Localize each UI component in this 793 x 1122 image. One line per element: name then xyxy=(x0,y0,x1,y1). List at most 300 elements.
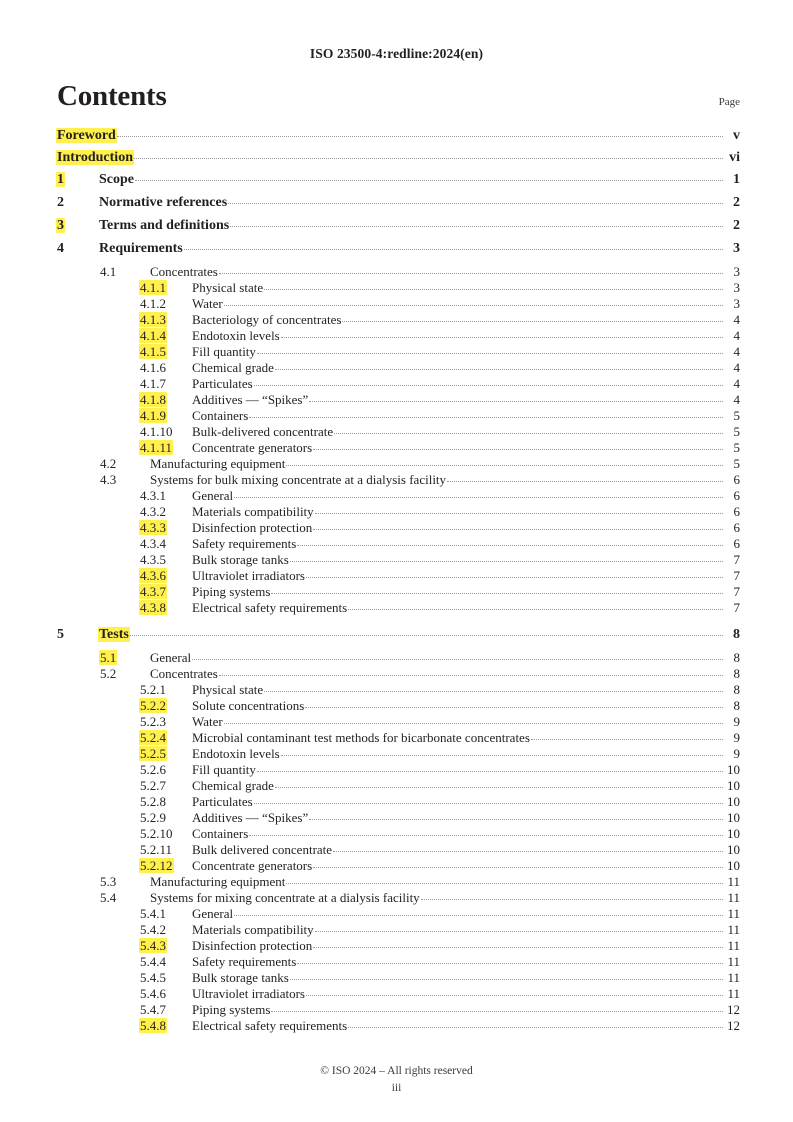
toc-entry-label-text: Fill quantity xyxy=(192,762,256,777)
toc-entry-number-text: 4.3.4 xyxy=(140,536,166,551)
toc-entry[interactable] xyxy=(57,762,740,778)
toc-entry-label-text: Foreword xyxy=(57,128,116,143)
dot-leader xyxy=(257,770,723,772)
toc-entry-number xyxy=(140,682,192,698)
toc-entry-page: 11 xyxy=(727,922,740,937)
toc-entry-label-text: Electrical safety requirements xyxy=(192,600,348,615)
toc-entry[interactable] xyxy=(57,600,740,616)
toc-entry-label xyxy=(192,986,305,1002)
toc-entry-number-text: 4.1.10 xyxy=(140,424,173,439)
toc-entry-label xyxy=(192,568,305,584)
toc-entry-label xyxy=(150,874,285,890)
toc-entry-number xyxy=(140,360,192,376)
toc-entry[interactable] xyxy=(57,666,740,682)
dot-leader xyxy=(135,179,723,181)
toc-entry-label-text: Containers xyxy=(192,826,249,841)
toc-entry-number-text: 5.4.7 xyxy=(140,1002,166,1017)
dot-leader xyxy=(130,634,723,636)
toc-entry-number-text: 5.2.8 xyxy=(140,794,166,809)
toc-entry-label-text: Concentrate generators xyxy=(192,440,313,455)
dot-leader xyxy=(348,608,723,610)
toc-entry-number-text: 5.2.1 xyxy=(140,682,166,697)
toc-entry-page: 7 xyxy=(733,552,740,567)
toc-entry[interactable] xyxy=(57,328,740,344)
toc-entry[interactable] xyxy=(57,536,740,552)
toc-entry[interactable] xyxy=(57,424,740,440)
toc-entry[interactable] xyxy=(57,456,740,472)
toc-entry-number-text: 4.1.7 xyxy=(140,376,166,391)
dot-leader xyxy=(234,496,723,498)
dot-leader xyxy=(348,1026,723,1028)
dot-leader xyxy=(219,674,723,676)
toc-entry-label-text: Physical state xyxy=(192,682,264,697)
toc-entry-number xyxy=(140,698,192,714)
toc-entry-label xyxy=(192,746,280,762)
toc-entry-page: 3 xyxy=(733,241,740,256)
dot-leader xyxy=(224,304,723,306)
toc-entry[interactable] xyxy=(57,344,740,360)
toc-entry-number-text: 5.4.8 xyxy=(140,1018,166,1033)
toc-entry-label-text: Requirements xyxy=(99,241,183,256)
toc-entry-label xyxy=(99,627,129,643)
toc-entry[interactable] xyxy=(57,890,740,906)
toc-entry-label-text: Microbial contaminant test methods for bicarbonate concentrates xyxy=(192,730,530,745)
toc-entry[interactable] xyxy=(57,241,740,264)
toc-entry[interactable] xyxy=(57,954,740,970)
toc-entry-page: 6 xyxy=(733,488,740,503)
dot-leader xyxy=(134,157,723,159)
toc-entry-number xyxy=(140,376,192,392)
toc-entry-label xyxy=(192,1018,347,1034)
toc-entry-number-text: 4.3 xyxy=(100,472,117,487)
toc-entry-page: 6 xyxy=(733,536,740,551)
toc-entry-number-text: 4.1.6 xyxy=(140,360,166,375)
toc-entry-label-text: Normative references xyxy=(99,195,228,210)
toc-entry[interactable] xyxy=(57,128,740,150)
dot-leader xyxy=(313,448,723,450)
toc-entry[interactable] xyxy=(57,906,740,922)
toc-entry-label-text: Terms and definitions xyxy=(99,218,230,233)
dot-leader xyxy=(286,882,723,884)
toc-entry-label xyxy=(192,536,296,552)
toc-entry-page: 6 xyxy=(733,504,740,519)
toc-entry-page: 4 xyxy=(733,392,740,407)
toc-entry-label-text: Concentrate generators xyxy=(192,858,313,873)
toc-entry-label xyxy=(192,520,312,536)
dot-leader xyxy=(306,576,723,578)
toc-entry-label-text: Systems for bulk mixing concentrate at a dialysis facility xyxy=(150,472,447,487)
toc-entry-label xyxy=(150,650,191,666)
dot-leader xyxy=(315,930,723,932)
toc-entry-page: 8 xyxy=(733,698,740,713)
toc-entry-label-text: Bacteriology of concentrates xyxy=(192,312,342,327)
toc-entry[interactable] xyxy=(57,778,740,794)
toc-entry[interactable] xyxy=(57,746,740,762)
toc-entry-number xyxy=(140,778,192,794)
dot-leader xyxy=(264,690,723,692)
toc-entry-page: 4 xyxy=(733,376,740,391)
toc-entry-number xyxy=(140,986,192,1002)
toc-entry-number xyxy=(140,584,192,600)
toc-entry[interactable] xyxy=(57,376,740,392)
toc-entry-label-text: Disinfection protection xyxy=(192,520,313,535)
toc-entry-label xyxy=(150,472,446,488)
dot-leader xyxy=(447,480,723,482)
toc-entry-page: 11 xyxy=(727,954,740,969)
dot-leader xyxy=(290,978,723,980)
toc-entry[interactable] xyxy=(57,312,740,328)
toc-entry[interactable] xyxy=(57,810,740,826)
dot-leader xyxy=(290,560,723,562)
toc-entry-page: 8 xyxy=(733,666,740,681)
toc-entry[interactable] xyxy=(57,794,740,810)
dot-leader xyxy=(234,914,723,916)
dot-leader xyxy=(254,384,723,386)
toc-entry-page: 11 xyxy=(727,874,740,889)
toc-entry-page: 7 xyxy=(733,568,740,583)
toc-entry-page: 10 xyxy=(727,778,740,793)
toc-entry-number xyxy=(140,536,192,552)
toc-entry-number-text: 1 xyxy=(57,172,64,187)
toc-entry-label xyxy=(192,1002,270,1018)
toc-entry-page: 5 xyxy=(733,440,740,455)
toc-entry-number xyxy=(140,392,192,408)
toc-entry-page: 3 xyxy=(733,296,740,311)
toc-entry-number xyxy=(140,552,192,568)
toc-entry-page: 4 xyxy=(733,344,740,359)
toc-entry-page: 6 xyxy=(733,472,740,487)
dot-leader xyxy=(224,722,723,724)
toc-entry-label xyxy=(57,150,133,166)
toc-entry-page: 8 xyxy=(733,650,740,665)
toc-entry-label-text: Bulk delivered concentrate xyxy=(192,842,333,857)
toc-entry-label xyxy=(192,922,314,938)
toc-entry-label-text: Tests xyxy=(99,627,129,642)
toc-entry-label-text: Solute concentrations xyxy=(192,698,305,713)
toc-entry-number-text: 4.3.6 xyxy=(140,568,166,583)
toc-entry[interactable] xyxy=(57,938,740,954)
toc-entry-label xyxy=(99,241,183,257)
toc-entry-page: 2 xyxy=(733,195,740,210)
toc-entry-number xyxy=(140,746,192,762)
toc-entry-label-text: Ultraviolet irradiators xyxy=(192,986,305,1001)
toc-entry-number xyxy=(100,650,150,666)
dot-leader xyxy=(117,135,723,137)
dot-leader xyxy=(264,288,723,290)
toc-entry-page: 11 xyxy=(727,906,740,921)
toc-entry-number xyxy=(140,1018,192,1034)
toc-entry-label-text: General xyxy=(150,650,192,665)
toc-entry-page: 10 xyxy=(727,842,740,857)
toc-entry[interactable] xyxy=(57,296,740,312)
toc-entry-number-text: 5.4 xyxy=(100,890,117,905)
toc-entry-label xyxy=(192,552,289,568)
toc-entry-label xyxy=(192,312,341,328)
toc-entry-page: 4 xyxy=(733,328,740,343)
toc-entry[interactable] xyxy=(57,682,740,698)
toc-entry[interactable] xyxy=(57,1002,740,1018)
toc-entry-label-text: Chemical grade xyxy=(192,360,274,375)
toc-entry-label-text: Water xyxy=(192,296,223,311)
toc-entry-number xyxy=(57,195,99,211)
toc-entry-label-text: Scope xyxy=(99,172,134,187)
toc-entry[interactable] xyxy=(57,568,740,584)
toc-entry[interactable] xyxy=(57,488,740,504)
toc-entry-number xyxy=(140,954,192,970)
toc-entry-number-text: 5.4.6 xyxy=(140,986,166,1001)
toc-entry-number-text: 4.1.8 xyxy=(140,392,166,407)
toc-entry-label xyxy=(192,954,296,970)
copyright-notice: © ISO 2024 – All rights reserved xyxy=(320,1065,473,1077)
toc-entry[interactable] xyxy=(57,842,740,858)
toc-entry-page: 3 xyxy=(733,280,740,295)
toc-entry[interactable] xyxy=(57,627,740,650)
dot-leader xyxy=(297,962,723,964)
toc-entry-page: 4 xyxy=(733,360,740,375)
toc-entry-label xyxy=(192,794,253,810)
toc-entry-page: 5 xyxy=(733,424,740,439)
toc-entry-label-text: Manufacturing equipment xyxy=(150,874,286,889)
toc-entry-page: 10 xyxy=(727,858,740,873)
toc-entry[interactable] xyxy=(57,730,740,746)
toc-entry-label xyxy=(192,970,289,986)
toc-entry[interactable] xyxy=(57,150,740,172)
toc-entry[interactable] xyxy=(57,986,740,1002)
toc-entry-page: 12 xyxy=(727,1002,740,1017)
toc-entry-number xyxy=(100,874,150,890)
toc-entry-label-text: Safety requirements xyxy=(192,954,297,969)
toc-entry[interactable] xyxy=(57,714,740,730)
toc-entry[interactable] xyxy=(57,970,740,986)
dot-leader xyxy=(305,706,723,708)
toc-entry-label-text: Water xyxy=(192,714,223,729)
toc-entry[interactable] xyxy=(57,504,740,520)
toc-entry-label xyxy=(192,488,233,504)
toc-entry-number-text: 4.3.1 xyxy=(140,488,166,503)
toc-entry-number xyxy=(140,858,192,874)
dot-leader xyxy=(286,464,723,466)
toc-entry-number-text: 5.2 xyxy=(100,666,117,681)
toc-entry-label xyxy=(192,858,312,874)
toc-entry-number-text: 5.2.4 xyxy=(140,730,166,745)
toc-entry-label-text: Particulates xyxy=(192,794,253,809)
toc-entry[interactable] xyxy=(57,552,740,568)
toc-entry-label xyxy=(99,195,227,211)
toc-entry-label xyxy=(192,810,308,826)
dot-leader xyxy=(334,432,723,434)
toc-entry-label-text: Concentrates xyxy=(150,666,218,681)
toc-entry-number xyxy=(140,440,192,456)
toc-entry[interactable] xyxy=(57,874,740,890)
toc-entry-number xyxy=(140,970,192,986)
toc-entry-label xyxy=(192,584,270,600)
toc-entry-number xyxy=(140,424,192,440)
dot-leader xyxy=(313,946,723,948)
dot-leader xyxy=(281,336,723,338)
toc-entry-page: 8 xyxy=(733,682,740,697)
dot-leader xyxy=(249,834,723,836)
toc-entry-number xyxy=(140,794,192,810)
toc-entry-label-text: Endotoxin levels xyxy=(192,746,280,761)
toc-entry-label xyxy=(192,504,314,520)
dot-leader xyxy=(306,994,723,996)
toc-entry-label xyxy=(99,218,229,234)
folio-number: iii xyxy=(391,1082,402,1094)
toc-entry-number xyxy=(140,312,192,328)
toc-entry-label xyxy=(192,762,256,778)
toc-entry-label xyxy=(192,344,256,360)
dot-leader xyxy=(192,658,723,660)
toc-entry-number xyxy=(140,568,192,584)
toc-entry[interactable] xyxy=(57,826,740,842)
toc-entry-number-text: 5.4.2 xyxy=(140,922,166,937)
toc-entry[interactable] xyxy=(57,218,740,241)
toc-entry-page: 11 xyxy=(727,986,740,1001)
toc-entry-number xyxy=(140,810,192,826)
toc-entry-number-text: 4.3.2 xyxy=(140,504,166,519)
toc-entry[interactable] xyxy=(57,195,740,218)
toc-entry-number-text: 4.1 xyxy=(100,264,117,279)
toc-entry-page: 1 xyxy=(733,172,740,187)
toc-entry[interactable] xyxy=(57,520,740,536)
dot-leader xyxy=(315,512,723,514)
dot-leader xyxy=(275,368,723,370)
toc-entry-number-text: 4.1.9 xyxy=(140,408,166,423)
toc-entry-label-text: Disinfection protection xyxy=(192,938,313,953)
toc-entry[interactable] xyxy=(57,922,740,938)
toc-entry-number-text: 5.2.6 xyxy=(140,762,166,777)
toc-entry[interactable] xyxy=(57,408,740,424)
toc-entry-number xyxy=(100,666,150,682)
toc-entry-number xyxy=(140,842,192,858)
toc-entry-number xyxy=(140,762,192,778)
toc-entry-label-text: Endotoxin levels xyxy=(192,328,280,343)
toc-entry-number xyxy=(140,328,192,344)
toc-entry-label-text: Materials compatibility xyxy=(192,922,314,937)
toc-entry[interactable] xyxy=(57,440,740,456)
toc-entry-page: 5 xyxy=(733,408,740,423)
toc-entry-number-text: 5.2.5 xyxy=(140,746,166,761)
toc-entry-label xyxy=(150,456,285,472)
toc-entry-number-text: 5.4.4 xyxy=(140,954,166,969)
toc-entry-number xyxy=(140,730,192,746)
dot-leader xyxy=(230,225,723,227)
toc-entry-number xyxy=(140,600,192,616)
dot-leader xyxy=(333,850,723,852)
dot-leader xyxy=(531,738,723,740)
table-of-contents xyxy=(57,128,740,1034)
toc-entry-label-text: Bulk-delivered concentrate xyxy=(192,424,334,439)
toc-entry[interactable] xyxy=(57,172,740,195)
toc-entry-label-text: Containers xyxy=(192,408,249,423)
toc-entry-label-text: Ultraviolet irradiators xyxy=(192,568,305,583)
toc-entry-label xyxy=(192,842,332,858)
toc-entry-number-text: 5.2.10 xyxy=(140,826,173,841)
toc-entry-label-text: Systems for mixing concentrate at a dialysis facility xyxy=(150,890,420,905)
toc-entry-number-text: 3 xyxy=(57,218,64,233)
dot-leader xyxy=(421,898,723,900)
toc-entry-page: 4 xyxy=(733,312,740,327)
toc-entry[interactable] xyxy=(57,650,740,666)
dot-leader xyxy=(254,802,723,804)
toc-entry-page: vi xyxy=(729,150,740,165)
toc-entry-label xyxy=(57,128,116,144)
toc-entry-number-text: 5.2.11 xyxy=(140,842,173,857)
toc-entry-page: 12 xyxy=(727,1018,740,1033)
toc-entry-label xyxy=(192,408,248,424)
toc-entry-label-text: General xyxy=(192,906,234,921)
toc-entry-number-text: 5.2.12 xyxy=(140,858,173,873)
dot-leader xyxy=(275,786,723,788)
contents-title-row xyxy=(57,82,740,111)
dot-leader xyxy=(184,248,723,250)
toc-entry-number-text: 4.3.5 xyxy=(140,552,166,567)
toc-entry-number xyxy=(140,280,192,296)
toc-entry-number xyxy=(140,296,192,312)
toc-entry-number xyxy=(100,890,150,906)
toc-entry[interactable] xyxy=(57,264,740,280)
dot-leader xyxy=(219,272,723,274)
toc-entry-label-text: Bulk storage tanks xyxy=(192,552,289,567)
toc-entry-label xyxy=(192,360,274,376)
toc-entry-number xyxy=(100,472,150,488)
toc-entry-number xyxy=(100,264,150,280)
toc-entry-page: 9 xyxy=(733,730,740,745)
toc-entry[interactable] xyxy=(57,280,740,296)
toc-entry[interactable] xyxy=(57,392,740,408)
toc-entry-page: 10 xyxy=(727,794,740,809)
toc-entry[interactable] xyxy=(57,858,740,874)
toc-entry-label-text: Chemical grade xyxy=(192,778,274,793)
toc-entry-number xyxy=(140,408,192,424)
toc-entry-number xyxy=(140,488,192,504)
toc-entry[interactable] xyxy=(57,472,740,488)
toc-entry-number-text: 5.1 xyxy=(100,650,117,665)
toc-entry-label xyxy=(192,778,274,794)
toc-entry-number xyxy=(140,922,192,938)
toc-entry-label xyxy=(192,730,530,746)
toc-entry-number xyxy=(140,938,192,954)
toc-entry-label-text: Piping systems xyxy=(192,584,271,599)
toc-entry-number-text: 4.1.4 xyxy=(140,328,166,343)
toc-entry-number-text: 4.3.3 xyxy=(140,520,166,535)
toc-entry-label xyxy=(192,714,223,730)
toc-entry-number xyxy=(140,520,192,536)
toc-entry[interactable] xyxy=(57,360,740,376)
toc-entry-label xyxy=(192,682,263,698)
toc-entry[interactable] xyxy=(57,584,740,600)
toc-entry-page: 11 xyxy=(727,970,740,985)
toc-entry-label xyxy=(192,280,263,296)
toc-entry-label xyxy=(192,440,312,456)
toc-entry-number-text: 5.4.5 xyxy=(140,970,166,985)
toc-entry-number-text: 4.1.1 xyxy=(140,280,166,295)
toc-entry-page: 7 xyxy=(733,584,740,599)
toc-entry[interactable] xyxy=(57,698,740,714)
dot-leader xyxy=(281,754,723,756)
toc-entry-number xyxy=(57,218,99,234)
toc-entry-number-text: 5.3 xyxy=(100,874,117,889)
toc-entry[interactable] xyxy=(57,1018,740,1034)
toc-entry-label-text: Piping systems xyxy=(192,1002,271,1017)
toc-entry-number-text: 4.2 xyxy=(100,456,117,471)
page-footer xyxy=(0,1065,793,1094)
toc-entry-label-text: Materials compatibility xyxy=(192,504,314,519)
toc-entry-label-text: Safety requirements xyxy=(192,536,297,551)
toc-entry-number-text: 5.2.3 xyxy=(140,714,166,729)
toc-entry-number-text: 4.1.2 xyxy=(140,296,166,311)
toc-entry-page: 3 xyxy=(733,264,740,279)
